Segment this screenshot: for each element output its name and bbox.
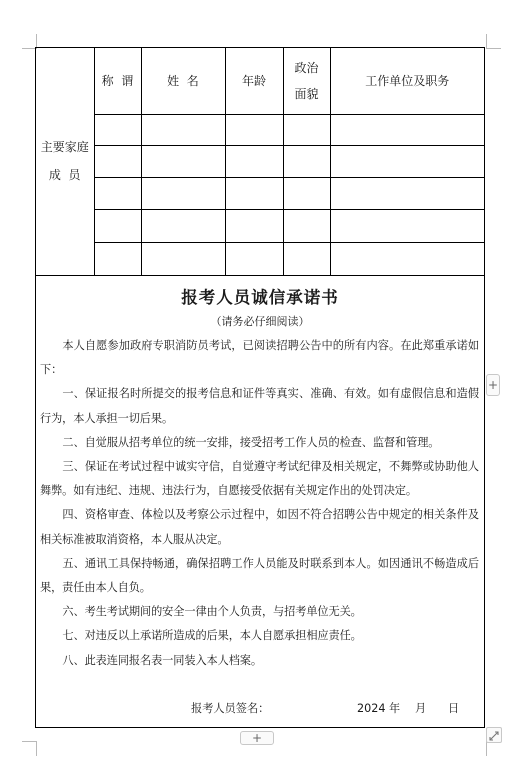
table-cell[interactable] [225, 145, 283, 177]
table-row [36, 114, 484, 145]
signature-label: 报考人员签名： [191, 702, 270, 715]
table-cell[interactable] [225, 242, 283, 275]
table-cell[interactable] [94, 209, 141, 242]
table-cell[interactable] [283, 145, 330, 177]
family-members-table [36, 48, 484, 276]
family-row-label-cell [36, 48, 94, 275]
crop-mark-bottom-left [22, 741, 37, 756]
pledge-paragraph: 八、此表连同报名表一同装入本人档案。 [62, 653, 262, 667]
add-row-button[interactable] [240, 731, 274, 745]
pledge-body [36, 334, 484, 673]
table-row [36, 242, 484, 275]
table-cell[interactable] [141, 209, 225, 242]
table-cell[interactable] [330, 114, 484, 145]
header-title: 称 谓 [94, 48, 141, 114]
table-cell[interactable] [94, 177, 141, 209]
pledge-paragraph: 六、考生考试期间的安全一律由个人负责，与招考单位无关。 [62, 605, 362, 619]
table-row [36, 209, 484, 242]
signature-year: 2024 年 [357, 702, 401, 715]
table-cell[interactable] [283, 242, 330, 275]
table-cell[interactable] [141, 114, 225, 145]
add-column-button[interactable] [486, 374, 500, 396]
table-cell[interactable] [225, 209, 283, 242]
header-name: 姓 名 [141, 48, 225, 114]
table-cell[interactable] [94, 114, 141, 145]
plus-icon: + [487, 378, 499, 392]
pledge-paragraph: 二、自觉服从招考单位的统一安排，接受招考工作人员的检查、监督和管理。 [62, 435, 440, 449]
table-cell[interactable] [283, 114, 330, 145]
header-work: 工作单位及职务 [330, 48, 484, 114]
table-cell[interactable] [330, 209, 484, 242]
form-sheet [35, 47, 485, 728]
integrity-pledge-section [36, 275, 484, 715]
table-cell[interactable] [283, 209, 330, 242]
signature-line [36, 699, 484, 719]
signature-day: 日 [448, 702, 460, 715]
pledge-subtitle: （请务必仔细阅读） [210, 315, 310, 328]
pledge-paragraph: 七、对违反以上承诺所造成的后果，本人自愿承担相应责任。 [62, 629, 362, 643]
table-row [36, 145, 484, 177]
table-cell[interactable] [141, 242, 225, 275]
pledge-paragraph: 五、通讯工具保持畅通，确保招聘工作人员能及时联系到本人。如因通讯不畅造成后果，责任由本人自负。 [40, 556, 479, 595]
plus-icon: + [251, 731, 263, 745]
signature-month: 月 [415, 702, 427, 715]
pledge-title: 报考人员诚信承诺书 [181, 288, 339, 307]
table-cell[interactable] [94, 242, 141, 275]
pledge-paragraph: 四、资格审查、体检以及考察公示过程中，如因不符合招聘公告中规定的相关条件及相关标准被取消资格，本人服从决定。 [40, 508, 479, 546]
table-cell[interactable] [141, 177, 225, 209]
pledge-paragraph: 一、保证报名时所提交的报考信息和证件等真实、准确、有效。如有虚假信息和造假行为，本人承担一切后果。 [40, 387, 479, 425]
resize-diagonal-icon [487, 729, 501, 743]
header-political [283, 48, 330, 114]
table-cell[interactable] [330, 145, 484, 177]
family-row-label-line2: 成 员 [48, 168, 81, 183]
table-cell[interactable] [330, 242, 484, 275]
header-political-line1: 政治 [294, 60, 319, 75]
header-age: 年龄 [225, 48, 283, 114]
table-cell[interactable] [225, 177, 283, 209]
pledge-paragraph: 三、保证在考试过程中诚实守信，自觉遵守考试纪律及相关规定，不舞弊或协助他人舞弊。如有违纪、违规、违法行为，自愿接受依据有关规定作出的处罚决定。 [40, 460, 479, 498]
table-resize-handle[interactable] [486, 727, 502, 743]
table-cell[interactable] [94, 145, 141, 177]
table-cell[interactable] [283, 177, 330, 209]
header-political-line2: 面貌 [294, 86, 319, 101]
family-row-label-line1: 主要家庭 [40, 140, 89, 155]
table-row [36, 177, 484, 209]
table-cell[interactable] [330, 177, 484, 209]
table-cell[interactable] [225, 114, 283, 145]
table-cell[interactable] [141, 145, 225, 177]
pledge-paragraph: 本人自愿参加政府专职消防员考试，已阅读招聘公告中的所有内容。在此郑重承诺如下： [40, 339, 479, 377]
table-header-row [36, 48, 484, 114]
crop-mark-top-right [486, 34, 501, 49]
